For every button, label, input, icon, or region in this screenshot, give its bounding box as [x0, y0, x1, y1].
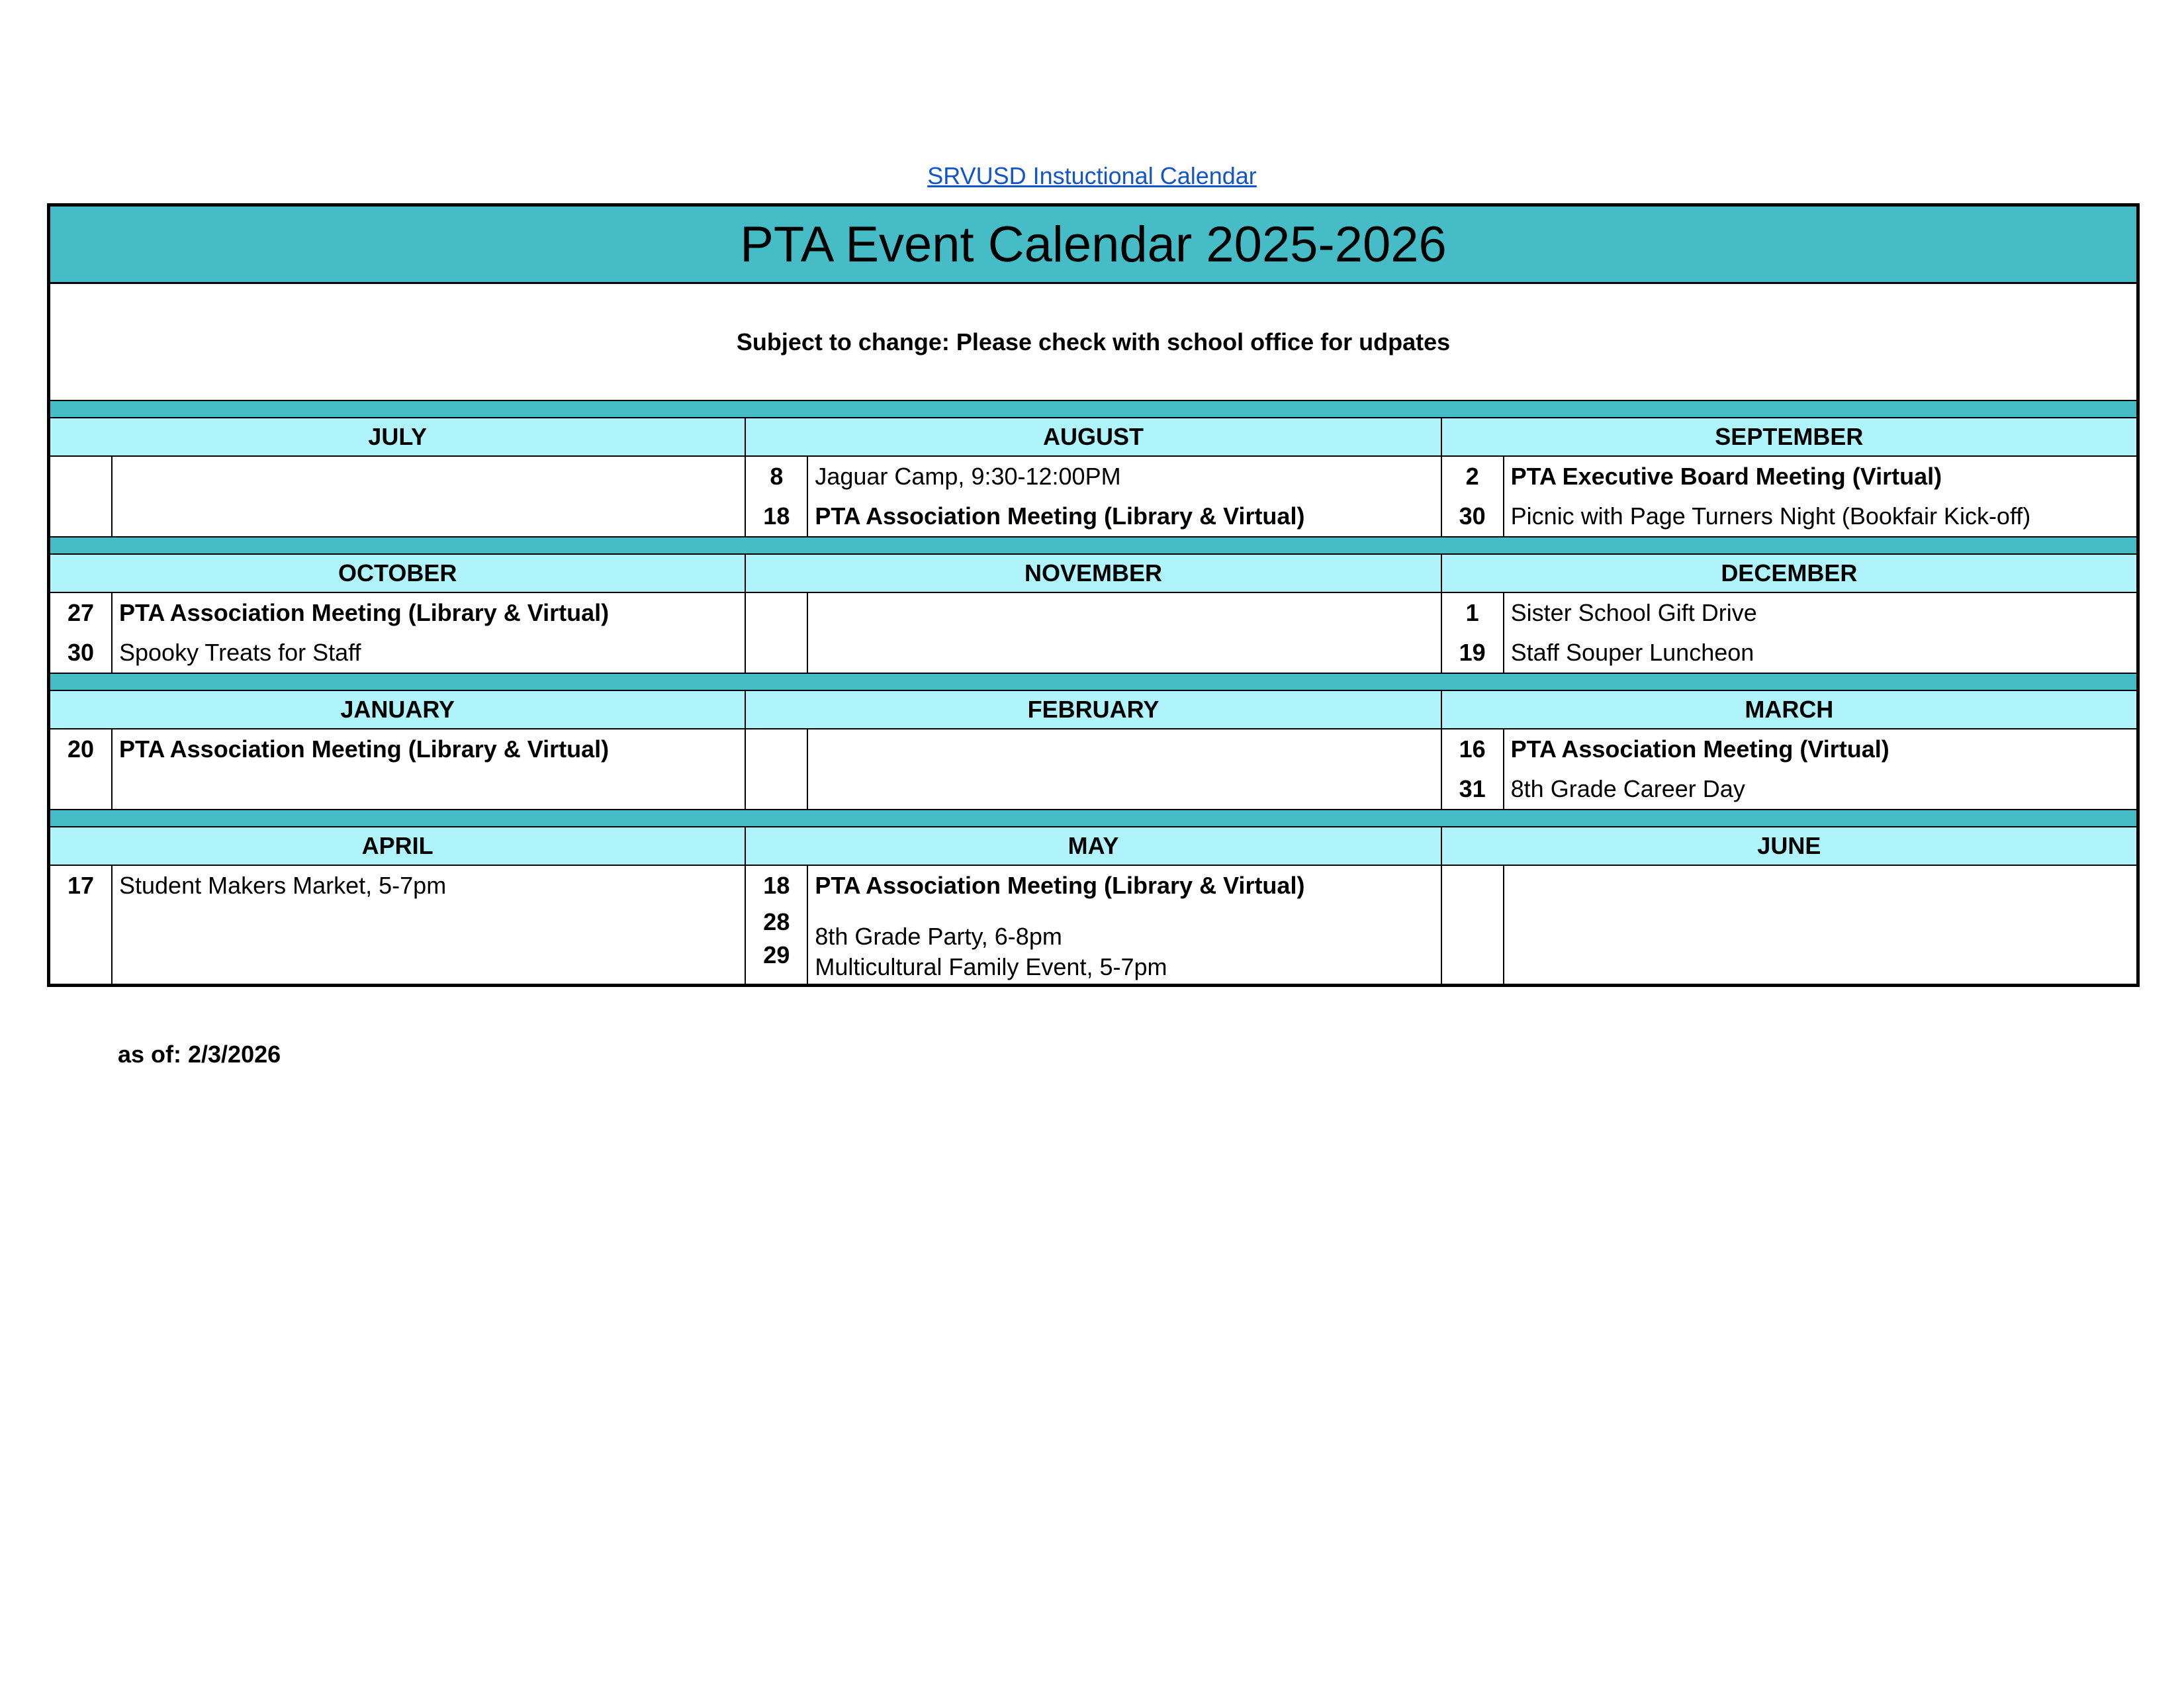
- day-column: [1442, 866, 1504, 984]
- event-day: 8: [770, 463, 784, 490]
- event-text: PTA Association Meeting (Library & Virtual): [119, 599, 610, 626]
- event-column: [808, 593, 1440, 673]
- month-april: [50, 827, 746, 984]
- day-column: [50, 866, 113, 984]
- event-column: [113, 593, 745, 673]
- event-day: 19: [1459, 639, 1486, 666]
- event-column: [808, 729, 1440, 809]
- month-header-january: JANUARY: [50, 691, 745, 729]
- day-column: [50, 457, 113, 536]
- event-text: 8th Grade Career Day: [1510, 775, 1745, 802]
- event-text: Staff Souper Luncheon: [1510, 639, 1754, 666]
- month-september: [1442, 418, 2136, 536]
- month-header-september: SEPTEMBER: [1442, 418, 2136, 457]
- event-day: 18: [763, 872, 790, 899]
- event-day: 31: [1459, 775, 1486, 802]
- event-text: Spooky Treats for Staff: [119, 639, 361, 666]
- row-separator: [50, 400, 2136, 418]
- quarter-row-2: [50, 555, 2136, 673]
- day-column: [50, 593, 113, 673]
- month-january: [50, 691, 746, 809]
- row-separator: [50, 809, 2136, 827]
- month-header-november: NOVEMBER: [746, 555, 1440, 593]
- event-column: [808, 457, 1440, 536]
- day-column: [746, 457, 808, 536]
- row-separator: [50, 673, 2136, 691]
- event-text: Picnic with Page Turners Night (Bookfair Kick-off): [1510, 502, 2031, 530]
- event-day: 29: [763, 941, 790, 968]
- month-header-october: OCTOBER: [50, 555, 745, 593]
- quarter-row-3: [50, 691, 2136, 809]
- event-text: Multicultural Family Event, 5-7pm: [815, 953, 1167, 980]
- month-november: [746, 555, 1441, 673]
- day-column: [746, 866, 808, 984]
- event-text: 8th Grade Party, 6-8pm: [815, 923, 1062, 950]
- month-header-december: DECEMBER: [1442, 555, 2136, 593]
- month-march: [1442, 691, 2136, 809]
- day-column: [1442, 729, 1504, 809]
- event-column: [1504, 729, 2136, 809]
- event-text: PTA Association Meeting (Virtual): [1510, 735, 1889, 763]
- month-header-may: MAY: [746, 827, 1440, 866]
- event-text: PTA Association Meeting (Library & Virtual): [119, 735, 610, 763]
- event-day: 18: [763, 502, 790, 530]
- event-text: PTA Association Meeting (Library & Virtual): [815, 502, 1305, 530]
- month-header-august: AUGUST: [746, 418, 1440, 457]
- event-column: [113, 457, 745, 536]
- month-header-july: JULY: [50, 418, 745, 457]
- event-column: [113, 866, 745, 984]
- event-day: 28: [763, 908, 790, 935]
- day-column: [746, 729, 808, 809]
- day-column: [50, 729, 113, 809]
- event-column: [1504, 593, 2136, 673]
- month-header-march: MARCH: [1442, 691, 2136, 729]
- event-day: 1: [1465, 599, 1479, 626]
- event-day: 30: [1459, 502, 1486, 530]
- as-of-date: as of: 2/3/2026: [118, 1041, 281, 1068]
- quarter-row-4: [50, 827, 2136, 984]
- month-header-february: FEBRUARY: [746, 691, 1440, 729]
- month-july: [50, 418, 746, 536]
- event-day: 30: [67, 639, 95, 666]
- event-text: Student Makers Market, 5-7pm: [119, 872, 447, 899]
- calendar-subtitle: Subject to change: Please check with school office for udpates: [736, 328, 1451, 355]
- row-separator: [50, 536, 2136, 555]
- event-text: Jaguar Camp, 9:30-12:00PM: [815, 463, 1121, 490]
- month-february: [746, 691, 1441, 809]
- event-column: [113, 729, 745, 809]
- calendar-title: PTA Event Calendar 2025-2026: [50, 207, 2136, 284]
- quarter-row-1: [50, 418, 2136, 536]
- month-june: [1442, 827, 2136, 984]
- event-text: Sister School Gift Drive: [1510, 599, 1757, 626]
- month-may: [746, 827, 1441, 984]
- event-text: PTA Association Meeting (Library & Virtual): [815, 872, 1305, 899]
- month-header-april: APRIL: [50, 827, 745, 866]
- event-day: 27: [67, 599, 95, 626]
- event-text: PTA Executive Board Meeting (Virtual): [1510, 463, 1942, 490]
- day-column: [746, 593, 808, 673]
- month-october: [50, 555, 746, 673]
- day-column: [1442, 457, 1504, 536]
- month-december: [1442, 555, 2136, 673]
- event-day: 2: [1465, 463, 1479, 490]
- event-column: [808, 866, 1440, 984]
- day-column: [1442, 593, 1504, 673]
- month-august: [746, 418, 1441, 536]
- event-day: 17: [67, 872, 95, 899]
- event-column: [1504, 866, 2136, 984]
- event-day: 16: [1459, 735, 1486, 763]
- event-day: 20: [67, 735, 95, 763]
- month-header-june: JUNE: [1442, 827, 2136, 866]
- pta-calendar-table: [47, 203, 2140, 987]
- instructional-calendar-link[interactable]: SRVUSD Instuctional Calendar: [927, 162, 1257, 189]
- event-column: [1504, 457, 2136, 536]
